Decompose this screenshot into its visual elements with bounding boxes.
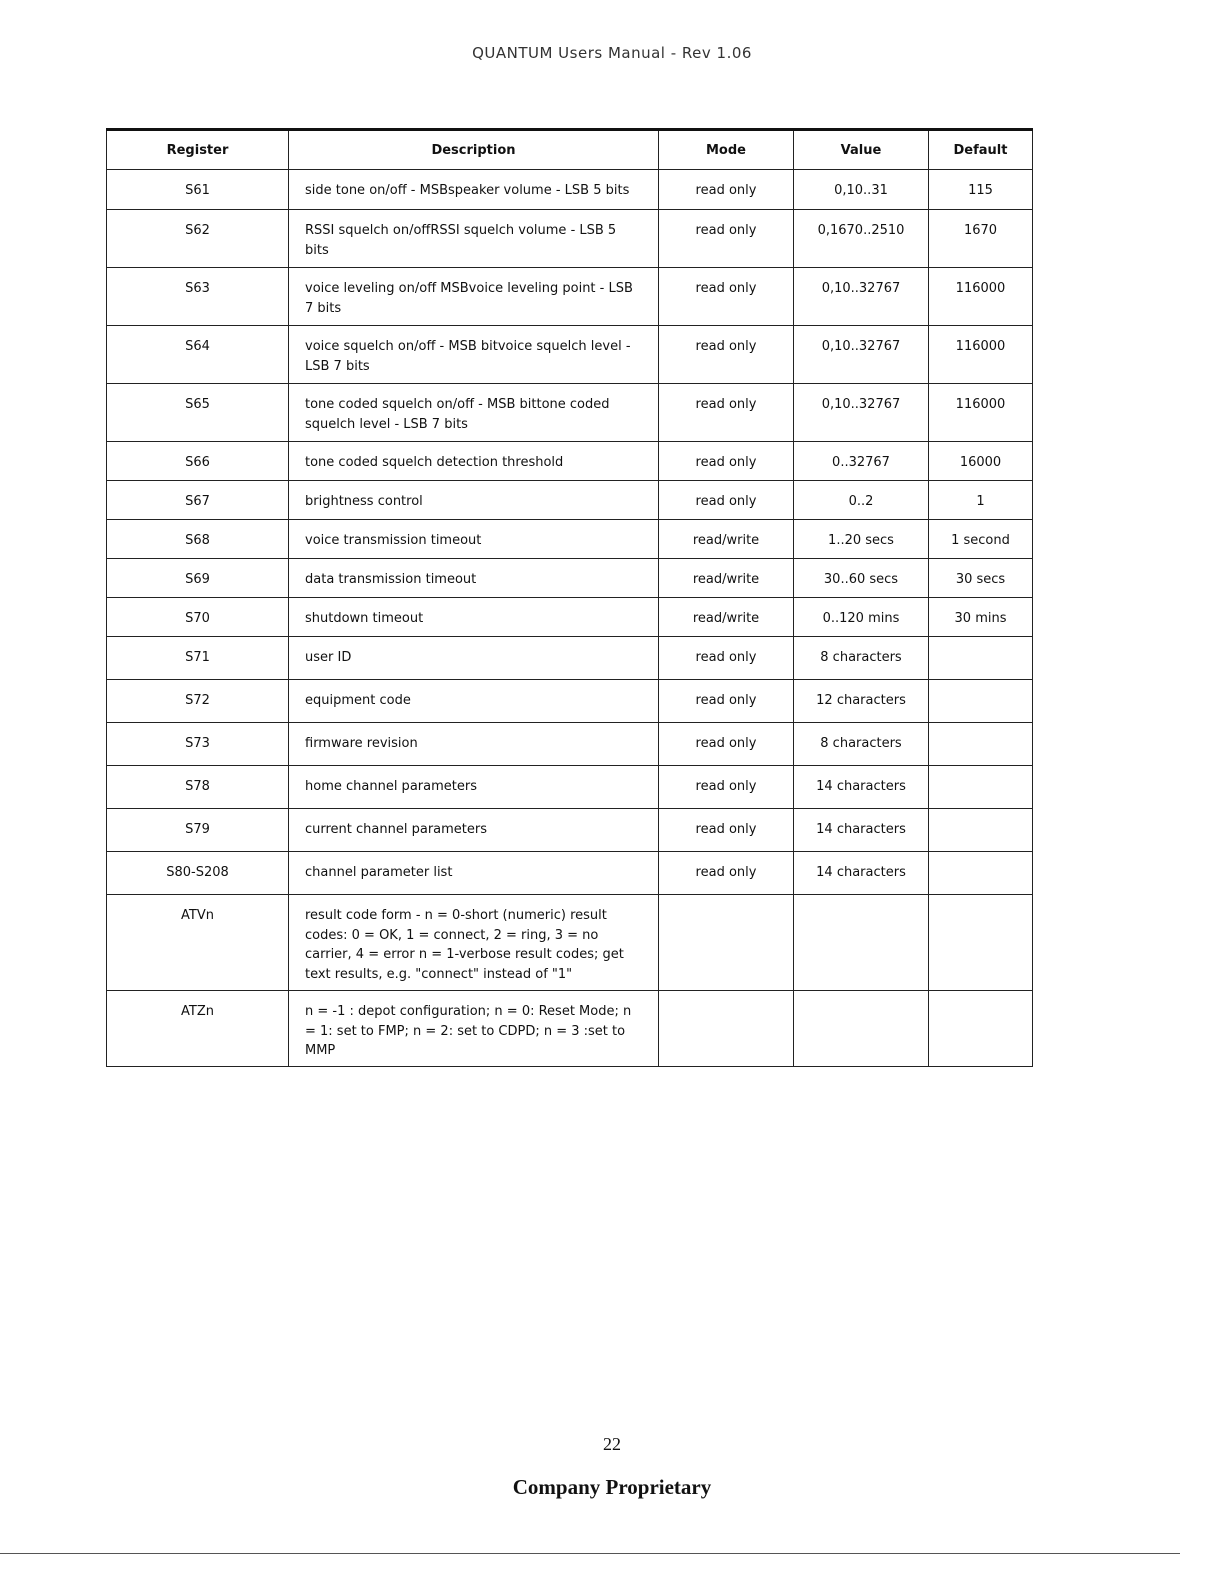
table-row — [107, 210, 1033, 268]
column-header-default: Default — [929, 130, 1033, 170]
description-cell: n = -1 : depot configuration; n = 0: Reset Mode; n = 1: set to FMP; n = 2: set to CDPD; n = 3 :set to MMP — [289, 991, 659, 1067]
mode-cell: read only — [659, 637, 794, 680]
mode-cell: read only — [659, 723, 794, 766]
mode-cell: read/write — [659, 559, 794, 598]
register-cell: S78 — [107, 766, 289, 809]
default-cell — [929, 809, 1033, 852]
table-row — [107, 384, 1033, 442]
register-cell: S80-S208 — [107, 852, 289, 895]
description-cell: brightness control — [289, 481, 659, 520]
default-cell — [929, 680, 1033, 723]
description-cell: current channel parameters — [289, 809, 659, 852]
mode-cell: read only — [659, 680, 794, 723]
default-cell: 16000 — [929, 442, 1033, 481]
value-cell: 0,10..32767 — [794, 268, 929, 326]
register-cell: S65 — [107, 384, 289, 442]
description-cell: voice transmission timeout — [289, 520, 659, 559]
register-cell: S68 — [107, 520, 289, 559]
description-cell: equipment code — [289, 680, 659, 723]
register-cell: S79 — [107, 809, 289, 852]
table-row — [107, 326, 1033, 384]
register-cell: S61 — [107, 170, 289, 210]
register-cell: S73 — [107, 723, 289, 766]
value-cell — [794, 991, 929, 1067]
register-cell: S70 — [107, 598, 289, 637]
value-cell: 0..120 mins — [794, 598, 929, 637]
description-cell: RSSI squelch on/offRSSI squelch volume - LSB 5 bits — [289, 210, 659, 268]
default-cell: 1 — [929, 481, 1033, 520]
value-cell: 12 characters — [794, 680, 929, 723]
default-cell — [929, 766, 1033, 809]
table-row — [107, 170, 1033, 210]
description-cell: result code form - n = 0-short (numeric) result codes: 0 = OK, 1 = connect, 2 = ring, 3 = no carrier, 4 = error n = 1-verbose result codes; get text results, e.g. "connect" instead of "1" — [289, 895, 659, 991]
mode-cell: read only — [659, 481, 794, 520]
value-cell: 0,10..31 — [794, 170, 929, 210]
default-cell: 115 — [929, 170, 1033, 210]
mode-cell: read/write — [659, 598, 794, 637]
mode-cell: read only — [659, 384, 794, 442]
default-cell — [929, 723, 1033, 766]
mode-cell — [659, 991, 794, 1067]
default-cell: 116000 — [929, 326, 1033, 384]
register-cell: S63 — [107, 268, 289, 326]
column-header-register: Register — [107, 130, 289, 170]
value-cell: 0..2 — [794, 481, 929, 520]
register-cell: S64 — [107, 326, 289, 384]
page-number: 22 — [603, 1434, 621, 1454]
register-table — [106, 128, 1033, 1067]
table-row — [107, 766, 1033, 809]
register-cell: S62 — [107, 210, 289, 268]
description-cell: home channel parameters — [289, 766, 659, 809]
mode-cell: read/write — [659, 520, 794, 559]
value-cell: 30..60 secs — [794, 559, 929, 598]
column-header-description: Description — [289, 130, 659, 170]
description-cell: voice squelch on/off - MSB bitvoice squelch level - LSB 7 bits — [289, 326, 659, 384]
bottom-rule — [0, 1553, 1180, 1554]
table-row — [107, 895, 1033, 991]
description-cell: side tone on/off - MSBspeaker volume - LSB 5 bits — [289, 170, 659, 210]
mode-cell: read only — [659, 442, 794, 481]
table-row — [107, 442, 1033, 481]
value-cell: 14 characters — [794, 766, 929, 809]
value-cell — [794, 895, 929, 991]
mode-cell: read only — [659, 766, 794, 809]
value-cell: 0..32767 — [794, 442, 929, 481]
register-cell: S67 — [107, 481, 289, 520]
value-cell: 8 characters — [794, 637, 929, 680]
default-cell: 1670 — [929, 210, 1033, 268]
default-cell: 1 second — [929, 520, 1033, 559]
default-cell — [929, 895, 1033, 991]
default-cell: 30 mins — [929, 598, 1033, 637]
value-cell: 0,10..32767 — [794, 326, 929, 384]
table-row — [107, 723, 1033, 766]
table-row — [107, 680, 1033, 723]
table-row — [107, 520, 1033, 559]
default-cell: 116000 — [929, 268, 1033, 326]
column-header-value: Value — [794, 130, 929, 170]
table-row — [107, 991, 1033, 1067]
description-cell: data transmission timeout — [289, 559, 659, 598]
register-cell: S71 — [107, 637, 289, 680]
description-cell: firmware revision — [289, 723, 659, 766]
mode-cell: read only — [659, 268, 794, 326]
value-cell: 0,10..32767 — [794, 384, 929, 442]
table-row — [107, 809, 1033, 852]
mode-cell: read only — [659, 852, 794, 895]
column-header-mode: Mode — [659, 130, 794, 170]
description-cell: voice leveling on/off MSBvoice leveling point - LSB 7 bits — [289, 268, 659, 326]
default-cell: 30 secs — [929, 559, 1033, 598]
table-header-row — [107, 130, 1033, 170]
table-row — [107, 598, 1033, 637]
running-header: QUANTUM Users Manual - Rev 1.06 — [472, 44, 752, 62]
register-cell: S66 — [107, 442, 289, 481]
register-cell: ATVn — [107, 895, 289, 991]
proprietary-notice: Company Proprietary — [512, 1475, 712, 1499]
default-cell — [929, 852, 1033, 895]
register-cell: S69 — [107, 559, 289, 598]
value-cell: 14 characters — [794, 852, 929, 895]
description-cell: tone coded squelch detection threshold — [289, 442, 659, 481]
table-row — [107, 559, 1033, 598]
register-cell: S72 — [107, 680, 289, 723]
table-row — [107, 852, 1033, 895]
value-cell: 14 characters — [794, 809, 929, 852]
description-cell: user ID — [289, 637, 659, 680]
mode-cell: read only — [659, 210, 794, 268]
table-row — [107, 268, 1033, 326]
mode-cell: read only — [659, 809, 794, 852]
default-cell — [929, 637, 1033, 680]
default-cell: 116000 — [929, 384, 1033, 442]
default-cell — [929, 991, 1033, 1067]
mode-cell: read only — [659, 170, 794, 210]
mode-cell — [659, 895, 794, 991]
value-cell: 8 characters — [794, 723, 929, 766]
description-cell: shutdown timeout — [289, 598, 659, 637]
table-row — [107, 637, 1033, 680]
value-cell: 0,1670..2510 — [794, 210, 929, 268]
table-row — [107, 481, 1033, 520]
mode-cell: read only — [659, 326, 794, 384]
value-cell: 1..20 secs — [794, 520, 929, 559]
description-cell: channel parameter list — [289, 852, 659, 895]
register-cell: ATZn — [107, 991, 289, 1067]
description-cell: tone coded squelch on/off - MSB bittone coded squelch level - LSB 7 bits — [289, 384, 659, 442]
